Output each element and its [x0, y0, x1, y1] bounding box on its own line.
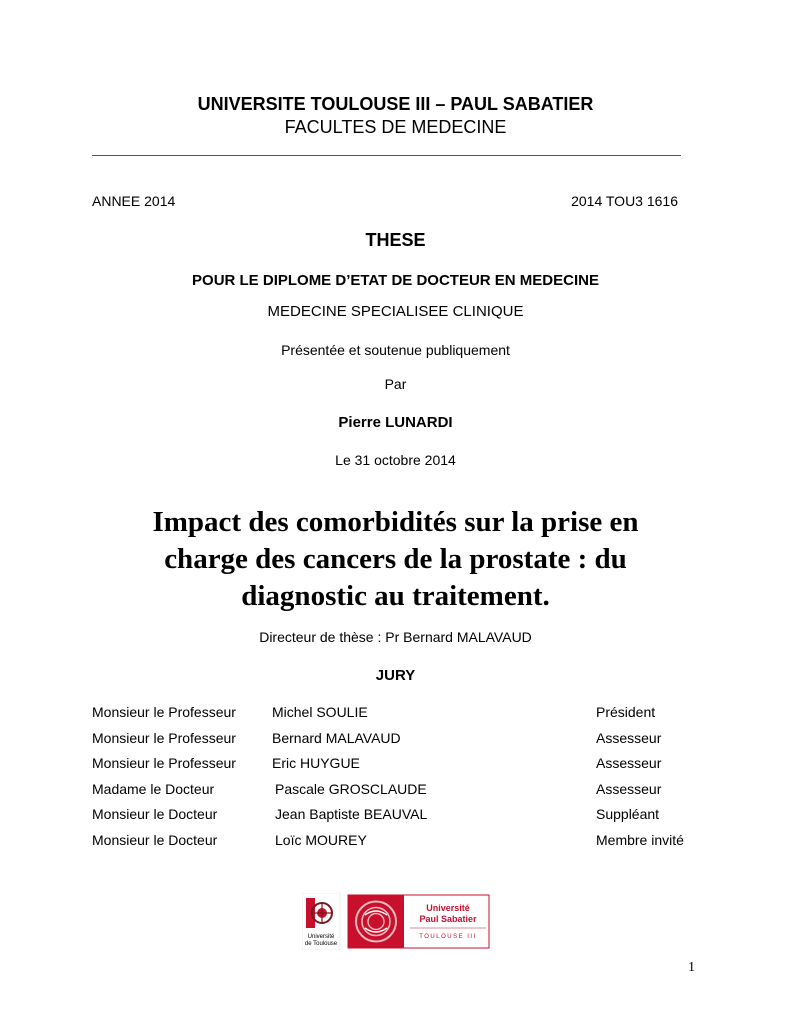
logo-text: Paul Sabatier	[419, 914, 477, 924]
diploma-line: POUR LE DIPLOME D’ETAT DE DOCTEUR EN MEDECINE	[192, 272, 599, 289]
logo-text: Université	[426, 903, 470, 913]
jury-member-name: Bernard MALAVAUD	[272, 730, 401, 746]
page-number: 1	[688, 960, 695, 975]
jury-row	[0, 832, 791, 856]
header-divider	[92, 155, 681, 156]
paul-sabatier-logo	[348, 895, 489, 948]
logo-text: TOULOUSE III	[419, 934, 477, 940]
jury-member-name: Loïc MOUREY	[275, 832, 367, 848]
thesis-title-line: diagnostic au traitement.	[241, 580, 550, 612]
jury-member-name: Pascale GROSCLAUDE	[275, 781, 427, 797]
thesis-label: THESE	[365, 230, 426, 250]
jury-member-title: Monsieur le Professeur	[92, 755, 236, 771]
logo-text: de Toulouse	[304, 941, 338, 947]
jury-member-title: Monsieur le Docteur	[92, 832, 218, 848]
jury-member-title: Monsieur le Professeur	[92, 730, 236, 746]
jury-member-role: Suppléant	[596, 806, 660, 822]
jury-member-role: Assesseur	[596, 755, 662, 771]
jury-member-role: Membre invité	[596, 832, 684, 848]
jury-row	[0, 755, 791, 779]
jury-member-name: Eric HUYGUE	[272, 755, 360, 771]
thesis-title	[0, 504, 791, 615]
jury-row	[0, 781, 791, 805]
jury-member-title: Monsieur le Docteur	[92, 806, 218, 822]
jury-row	[0, 730, 791, 754]
jury-member-title: Madame le Docteur	[92, 781, 215, 797]
thesis-title-line: Impact des comorbidités sur la prise en	[152, 506, 639, 538]
universite-de-toulouse-logo	[302, 893, 340, 950]
jury-member-name: Jean Baptiste BEAUVAL	[275, 806, 428, 822]
jury-heading: JURY	[375, 667, 416, 684]
jury-member-title: Monsieur le Professeur	[92, 704, 236, 720]
jury-member-name: Michel SOULIE	[272, 704, 368, 720]
jury-row	[0, 704, 791, 728]
logo-text: Université	[307, 934, 335, 940]
jury-member-role: Président	[596, 704, 656, 720]
author-name: Pierre LUNARDI	[338, 414, 453, 431]
year-label: ANNEE 2014	[92, 193, 176, 209]
presented-line: Présentée et soutenue publiquement	[281, 342, 510, 358]
jury-member-role: Assesseur	[596, 781, 662, 797]
university-logos	[302, 893, 492, 950]
thesis-director: Directeur de thèse : Pr Bernard MALAVAUD	[259, 629, 532, 645]
jury-member-role: Assesseur	[596, 730, 662, 746]
faculty-name: FACULTES DE MEDECINE	[284, 117, 507, 137]
university-name: UNIVERSITE TOULOUSE III – PAUL SABATIER	[197, 94, 594, 114]
jury-row	[0, 806, 791, 830]
thesis-code: 2014 TOU3 1616	[571, 193, 678, 209]
thesis-title-line: charge des cancers de la prostate : du	[164, 543, 627, 575]
by-line: Par	[384, 376, 407, 392]
specialty-line: MEDECINE SPECIALISEE CLINIQUE	[267, 303, 524, 320]
defense-date: Le 31 octobre 2014	[335, 452, 456, 468]
